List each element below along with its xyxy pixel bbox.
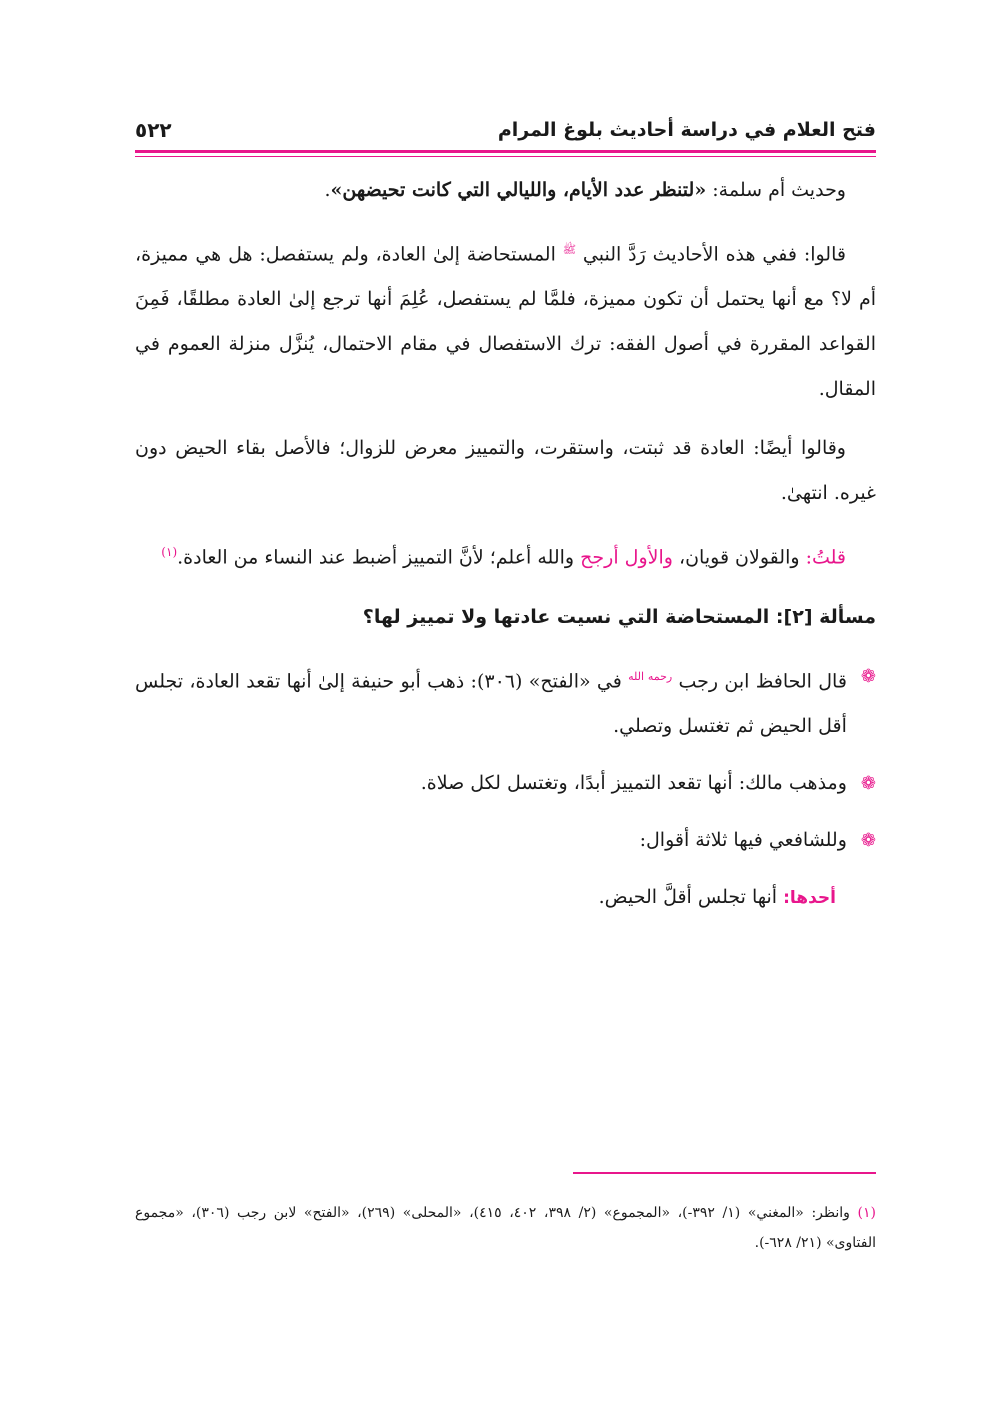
rahimahullah-glyph: رحمه الله [628, 669, 673, 683]
flower-ornament-icon: ❁ [860, 665, 876, 687]
footnote-separator [573, 1172, 876, 1174]
flower-ornament-icon: ❁ [860, 772, 876, 794]
masala-heading: مسألة [٢]: المستحاضة التي نسيت عادتها ولا تمييز لها؟ [362, 605, 876, 628]
bullet-malik: ❁ ومذهب مالك: أنها تقعد التمييز أبدًا، وتغتسل لكل صلاة. [135, 761, 876, 806]
bullet-ibn-rajab: ❁ قال الحافظ ابن رجب $^{رحمه الله}$ في «الفتح» (٣٠٦): ذهب أبو حنيفة إلىٰ أنها تقعد العادة، تجلس أقل الحيض ثم تغتسل وتصلي. [135, 654, 876, 749]
paragraph-qultu: قلتُ: والقولان قويان، والأول أرجح والله أعلم؛ لأنَّ التمييز أضبط عند النساء من العادة.$^{(١)}$ [161, 545, 846, 569]
page-header [135, 112, 876, 148]
honorific-glyph: ﷺ [562, 243, 577, 256]
footnote [135, 1198, 876, 1258]
preferred-opinion: والأول أرجح [580, 546, 673, 569]
header-rule-thick [135, 150, 876, 153]
qultu-label: قلتُ: [805, 546, 846, 569]
page-body [135, 168, 876, 931]
hadith-quote: «لتنظر عدد الأيام، والليالي التي كانت تحيضهن» [330, 179, 707, 201]
paragraph-qalu: قالوا: ففي هذه الأحاديث رَدَّ النبي $^ﷺ$ المستحاضة إلىٰ العادة، ولم يستفصل: هل هي مميزة، أم لا؟ مع أنها يحتمل أن تكون مميزة، فلمَّا لم يستفصل، عُلِمَ أنها ترجع إلىٰ العادة مطلقًا، فَمِنَ القواعد المقررة في أصول الفقه: ترك الاستفصال في مقام الاحتمال، يُنزَّل منزلة العموم في المقال. [135, 243, 876, 401]
flower-ornament-icon: ❁ [860, 829, 876, 851]
header-rule-thin [135, 156, 876, 157]
footnote-number: (١) [857, 1205, 877, 1221]
footnote-text: وانظر: «المغني» (١/ ٣٩٢-)، «المجموع» (٢/ ٣٩٨، ٤٠٢، ٤١٥)، «المحلى» (٢٦٩)، «الفتح» لابن رجب (٣٠٦)، «مجموع الفتاوى» (٢١/ ٦٢٨-). [135, 1205, 876, 1251]
footnote-ref[interactable]: (١) [161, 545, 178, 560]
paragraph-umm-salama: وحديث أم سلمة: «لتنظر عدد الأيام، والليالي التي كانت تحيضهن». [324, 179, 846, 201]
opinion-label: أحدها: [783, 887, 836, 908]
page-number: ٥٢٢ [135, 118, 172, 142]
book-title: فتح العلام في دراسة أحاديث بلوغ المرام [497, 119, 876, 141]
bullet-shafii: ❁ وللشافعي فيها ثلاثة أقوال: [135, 818, 876, 863]
shafii-opinion-one: أحدها: أنها تجلس أقلَّ الحيض. [598, 885, 836, 908]
paragraph-qalu-aydan: وقالوا أيضًا: العادة قد ثبتت، واستقرت، والتمييز معرض للزوال؛ فالأصل بقاء الحيض دون غيره. انتهىٰ. [135, 437, 876, 505]
